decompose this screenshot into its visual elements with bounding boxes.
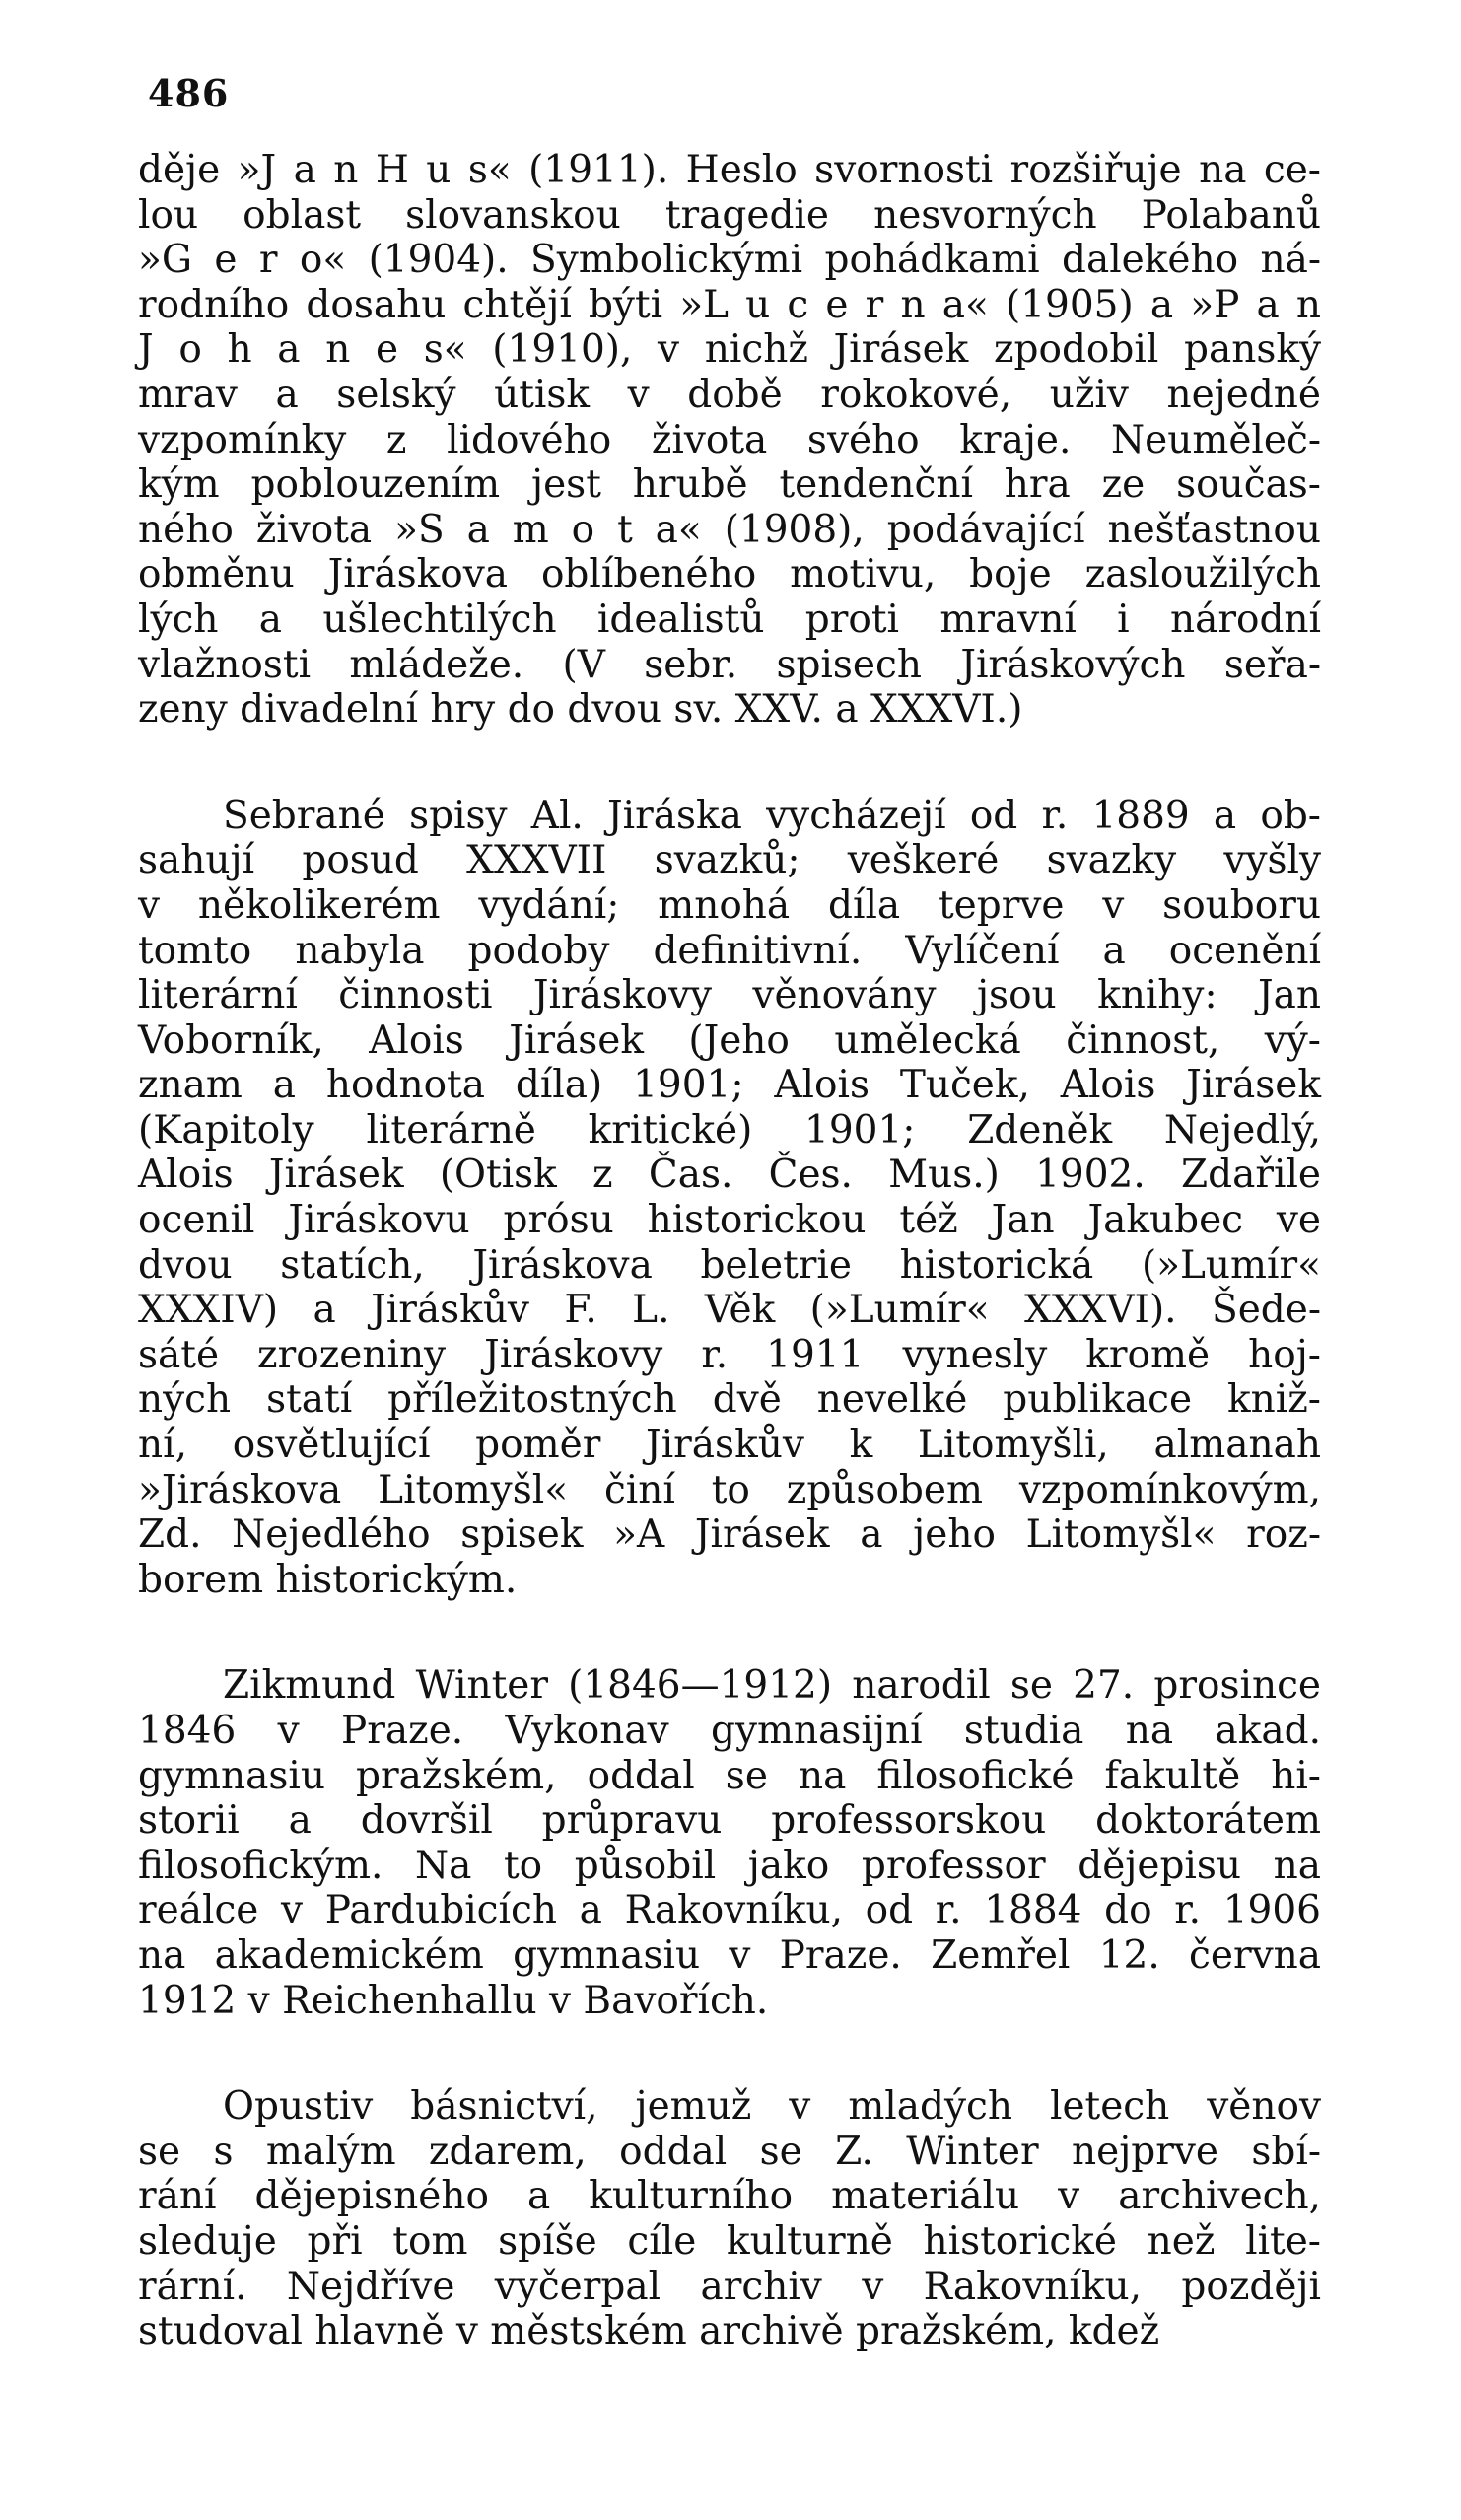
text-line: vlažnosti mládeže. (V sebr. spisech Jiráskových seřa- (138, 642, 1321, 687)
text-line: literární činnosti Jiráskovy věnovány jsou knihy: Jan (138, 973, 1321, 1018)
text-line: znam a hodnota díla) 1901; Alois Tuček, Alois Jirásek (138, 1063, 1321, 1108)
text-line: storii a dovršil průpravu professorskou doktorátem (138, 1798, 1321, 1844)
text-line: lou oblast slovanskou tragedie nesvorných Polabanů (138, 192, 1321, 238)
text-line: reálce v Pardubicích a Rakovníku, od r. 1884 do r. 1906 (138, 1888, 1321, 1933)
text-line: XXXIV) a Jiráskův F. L. Věk (»Lumír« XXXVI). Šede- (138, 1288, 1321, 1333)
text-line: sleduje při tom spíše cíle kulturně historické než lite- (138, 2218, 1321, 2264)
paragraph-3 (138, 1663, 1321, 2023)
paragraph-4 (138, 2084, 1321, 2354)
text-line: zeny divadelní hry do dvou sv. XXV. a XXXVI.) (138, 687, 1023, 733)
text-line: děje »J a n H u s« (1911). Heslo svornosti rozšiřuje na ce- (138, 148, 1321, 192)
text-line: rární. Nejdříve vyčerpal archiv v Rakovníku, později (138, 2264, 1321, 2309)
text-line: obměnu Jiráskova oblíbeného motivu, boje zasloužilých (138, 552, 1321, 597)
text-line: tomto nabyla podoby definitivní. Vylíčení a ocenění (138, 928, 1321, 973)
text-line: borem historickým. (138, 1557, 518, 1602)
text-line: na akademickém gymnasiu v Praze. Zemřel 12. června (138, 1932, 1321, 1978)
text-line: dvou statích, Jiráskova beletrie historická (»Lumír« (138, 1242, 1321, 1288)
text-line: »G e r o« (1904). Symbolickými pohádkami dalekého ná- (138, 238, 1321, 283)
text-line: Zd. Nejedlého spisek »A Jirásek a jeho Litomyšl« roz- (138, 1512, 1321, 1558)
text-line: sáté zrozeniny Jiráskovy r. 1911 vynesly kromě hoj- (138, 1332, 1321, 1377)
text-line: Opustiv básnictví, jemuž v mladých letech věnov (223, 2084, 1321, 2130)
text-line: gymnasiu pražském, oddal se na filosofické fakultě hi- (138, 1753, 1321, 1798)
text-line: sahují posud XXXVII svazků; veškeré svazky vyšly (138, 838, 1321, 883)
paragraph-gap (138, 1602, 1321, 1663)
paragraph-gap (138, 733, 1321, 794)
text-line: (Kapitoly literárně kritické) 1901; Zdeněk Nejedlý, (138, 1107, 1321, 1153)
text-line: se s malým zdarem, oddal se Z. Winter nejprve sbí- (138, 2129, 1321, 2174)
text-line: ocenil Jiráskovu prósu historickou též Jan Jakubec ve (138, 1198, 1321, 1243)
text-line: rání dějepisného a kulturního materiálu v archivech, (138, 2174, 1321, 2219)
text-line: mrav a selský útisk v době rokokové, uživ nejedné (138, 372, 1321, 417)
text-line: vzpomínky z lidového života svého kraje. Neuměleč- (138, 417, 1321, 462)
text-line: v několikerém vydání; mnohá díla teprve v souboru (138, 882, 1321, 928)
text-line: J o h a n e s« (1910), v nichž Jirásek zpodobil panský (138, 327, 1321, 373)
text-line: »Jiráskova Litomyšl« činí to způsobem vzpomínkovým, (138, 1467, 1321, 1512)
text-line: 1912 v Reichenhallu v Bavořích. (138, 1978, 769, 2023)
text-line: 1846 v Praze. Vykonav gymnasijní studia na akad. (138, 1709, 1321, 1753)
text-line: ných statí příležitostných dvě nevelké publikace kniž- (138, 1377, 1321, 1423)
text-line: rodního dosahu chtějí býti »L u c e r n a« (1905) a »P a n (138, 282, 1321, 327)
paragraph-2 (138, 794, 1321, 1603)
page-number: 486 (148, 71, 230, 115)
text-line: Alois Jirásek (Otisk z Čas. Čes. Mus.) 1902. Zdařile (138, 1153, 1321, 1198)
text-line: ného života »S a m o t a« (1908), podávající nešťastnou (138, 507, 1321, 552)
text-line: Voborník, Alois Jirásek (Jeho umělecká činnost, vý- (138, 1017, 1321, 1063)
text-line: lých a ušlechtilých idealistů proti mravní i národní (138, 596, 1321, 642)
body-text (138, 148, 1321, 2354)
text-line: Sebrané spisy Al. Jiráska vycházejí od r. 1889 a ob- (223, 793, 1321, 838)
paragraph-gap (138, 2023, 1321, 2084)
text-line: Zikmund Winter (1846—1912) narodil se 27. prosince (223, 1663, 1321, 1709)
paragraph-1 (138, 148, 1321, 733)
text-line: filosofickým. Na to působil jako professor dějepisu na (138, 1843, 1321, 1888)
text-line: kým poblouzením jest hrubě tendenční hra ze součas- (138, 462, 1321, 508)
text-line: ní, osvětlující poměr Jiráskův k Litomyšli, almanah (138, 1423, 1321, 1468)
text-line: studoval hlavně v městském archivě pražském, kdež (138, 2309, 1160, 2354)
